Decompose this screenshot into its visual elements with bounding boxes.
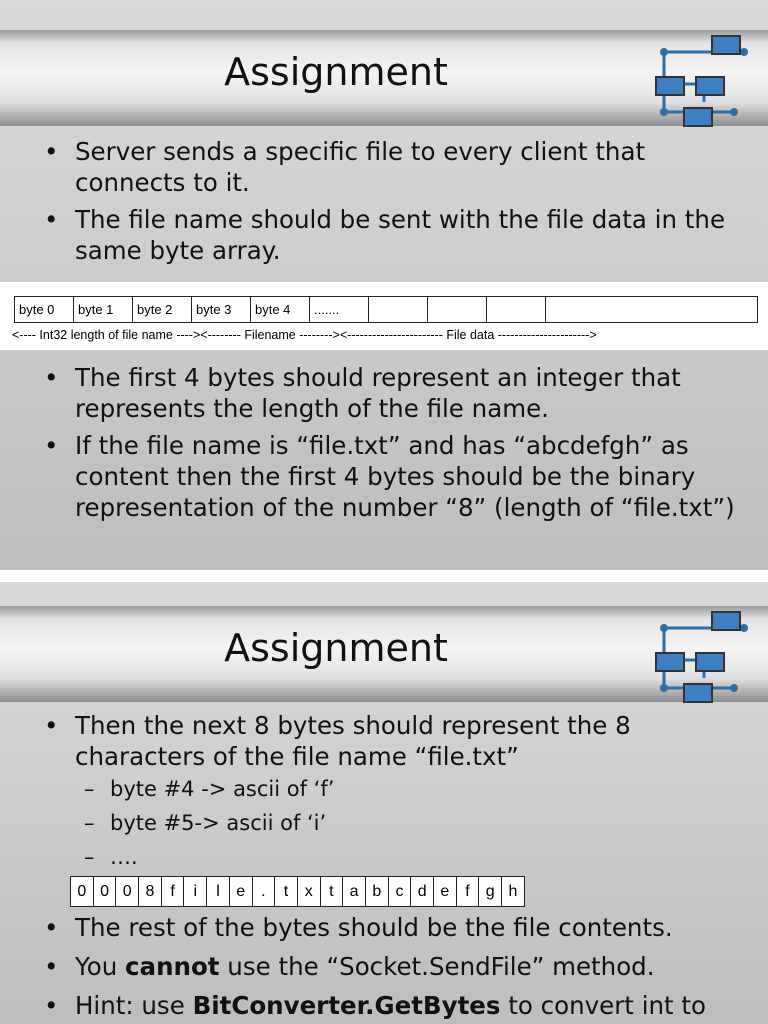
char-cell: i	[184, 877, 207, 907]
char-cell: t	[275, 877, 298, 907]
bullet-emphasis: BitConverter.GetBytes	[192, 991, 501, 1020]
char-byte-table	[70, 876, 525, 907]
byte-layout-diagram	[0, 282, 768, 350]
byte-cell	[369, 297, 428, 323]
sub-bullet	[44, 772, 744, 806]
bullet-text: use the “Socket.SendFile” method.	[219, 952, 655, 981]
title-band	[0, 30, 768, 126]
byte-cell: byte 2	[133, 297, 192, 323]
bullet: • If the file name is “file.txt” and has “abcdefgh” as content then the first 4 bytes should be the binary representation of the number “8” (length of “file.txt”)	[44, 430, 744, 523]
sub-bullet-text: byte #4 -> ascii of ‘f’	[110, 777, 335, 801]
slide-separator	[0, 570, 768, 582]
bullet: • The rest of the bytes should be the file contents.	[44, 912, 744, 943]
char-cell: f	[161, 877, 184, 907]
bullet: • Server sends a specific file to every client that connects to it.	[44, 136, 744, 198]
char-cell: 0	[71, 877, 94, 907]
byte-cell	[487, 297, 546, 323]
char-cell: .	[252, 877, 275, 907]
sub-bullet	[44, 806, 744, 840]
slide-title: Assignment	[224, 626, 448, 670]
byte-cell	[546, 297, 758, 323]
char-cell: l	[207, 877, 230, 907]
char-cell: 8	[139, 877, 162, 907]
bullet-text: Hint: use	[75, 991, 193, 1020]
byte-cell: byte 4	[251, 297, 310, 323]
char-cell: h	[502, 877, 525, 907]
bullet-emphasis: cannot	[125, 952, 220, 981]
byte-cell: byte 3	[192, 297, 251, 323]
slide-2	[0, 582, 768, 1024]
title-band	[0, 606, 768, 702]
char-cell: x	[297, 877, 320, 907]
bullet-text: You	[75, 952, 126, 981]
char-cell: 0	[93, 877, 116, 907]
byte-cell: byte 0	[15, 297, 74, 323]
network-diagram-icon	[634, 22, 754, 134]
bullet: • The first 4 bytes should represent an integer that represents the length of the file name.	[44, 362, 744, 424]
bullet-list-lower	[44, 912, 744, 1021]
bullet: • Then the next 8 bytes should represent the 8 characters of the file name “file.txt”	[44, 710, 744, 772]
byte-cell	[428, 297, 487, 323]
sub-bullet-text: byte #5-> ascii of ‘i’	[110, 811, 327, 835]
byte-cell: .......	[310, 297, 369, 323]
sub-bullet-text: ….	[110, 845, 138, 869]
char-cell: a	[343, 877, 366, 907]
char-cell: e	[229, 877, 252, 907]
byte-cell: byte 1	[74, 297, 133, 323]
char-cell: 0	[116, 877, 139, 907]
bullet-list	[44, 710, 744, 874]
bullet	[44, 990, 744, 1021]
bullet: • The file name should be sent with the file data in the same byte array.	[44, 204, 744, 266]
bullet-list-top	[44, 136, 744, 266]
char-cell: d	[411, 877, 434, 907]
char-cell: e	[434, 877, 457, 907]
char-cell: b	[365, 877, 388, 907]
char-cell: c	[388, 877, 411, 907]
bullet	[44, 951, 744, 982]
byte-table	[14, 296, 758, 323]
byte-legend: <---- Int32 length of file name ----><-------- Filename --------><----------------------- File data ---------------------->	[12, 328, 597, 342]
char-cell: f	[456, 877, 479, 907]
bullet-text: to convert int to	[500, 991, 707, 1020]
network-diagram-icon	[634, 598, 754, 710]
slide-title: Assignment	[224, 50, 448, 94]
sub-bullet	[44, 840, 744, 874]
char-cell: g	[479, 877, 502, 907]
char-cell: t	[320, 877, 343, 907]
bullet-list-bottom	[44, 362, 744, 523]
